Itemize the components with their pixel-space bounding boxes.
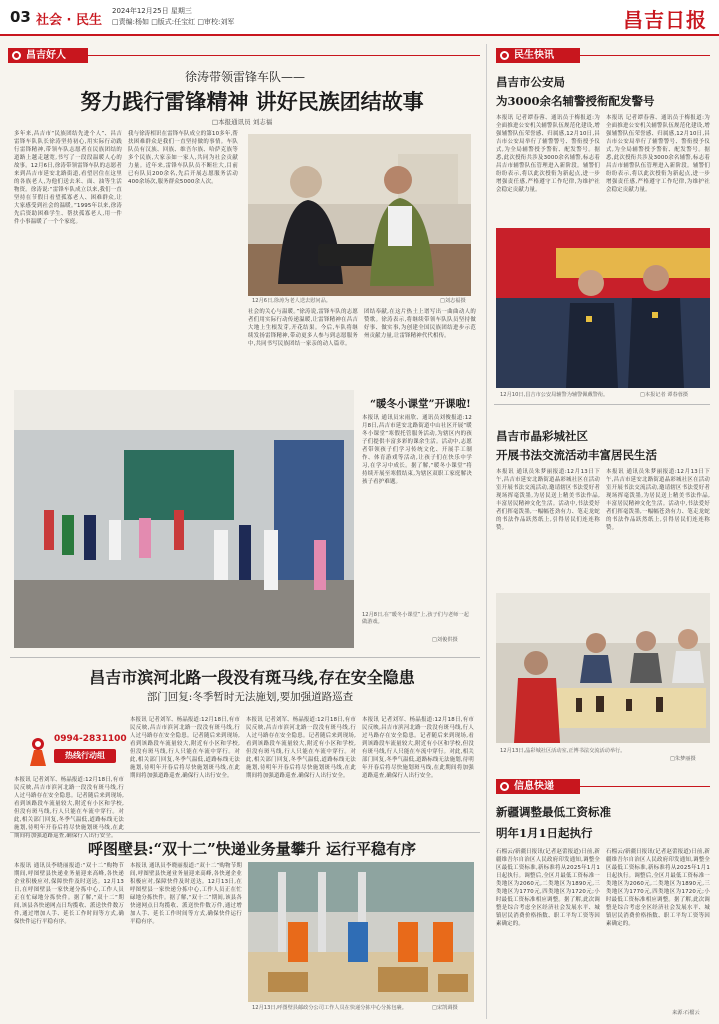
story2-title: “暖冬小课堂”开课啦! (370, 398, 471, 410)
right1-caption: 12月10日,昌吉市公安局辅警为辅警佩戴警衔。 (500, 392, 609, 398)
story1-photo (248, 134, 471, 296)
right1-body-col2: 本报讯 记者谭春蓉、通讯员于梅报道:为全面推进公安机关辅警队伍规范化建设,增强辅警队伍荣誉感、归属感,12月10日,昌吉市公安局举行了辅警警号、警衔授予仪式,为全局辅警授予警衔、配发警号。据悉,此次授衔共涉及3000余名辅警,标志着昌吉市辅警队伍管理进入新阶段。辅警们纷纷表示,将以此次授衔为新起点,进一步增强责任感,严格遵守工作纪律,为维护社会稳定贡献力量。 (606, 115, 710, 193)
story1-headline: 努力践行雷锋精神 讲好民族团结故事 (80, 89, 424, 114)
story1-body-col4: 团结奉献,在这片热土上谱写出一曲曲动人的赞歌。徐涛表示,将继续带领车队队员坚持做好事、做实事,为创建全国民族团结进步示范州贡献力量,让雷锋精神代代相传。 (364, 309, 476, 339)
right1-body-col1: 本报讯 记者谭春蓉、通讯员于梅报道:为全面推进公安机关辅警队伍规范化建设,增强辅警队伍荣誉感、归属感,12月10日,昌吉市公安局举行了辅警警号、警衔授予仪式,为全局辅警授予警衔、配发警号。据悉,此次授衔共涉及3000余名辅警,标志着昌吉市辅警队伍管理进入新阶段。辅警们纷纷表示,将以此次授衔为新起点,进一步增强责任感,严格遵守工作纪律,为维护社会稳定贡献力量。 (496, 115, 600, 193)
right2-body-col2: 本报讯 通讯员朱梦丽报道:12月13日下午,昌吉市延安北路街道晶彩城社区在活动室开展书法交流活动,邀请辖区书法爱好者现场挥毫泼墨,为居民送上精美书法作品,丰富居民精神文化生活。活动中,书法爱好者们挥毫泼墨,一幅幅苍劲有力、笔走龙蛇的书法作品跃然纸上,引得居民们连连称赞。 (606, 469, 710, 531)
column-title: 民生快讯 (514, 50, 554, 61)
right2-headline-line2: 开展书法交流活动丰富居民生活 (496, 448, 657, 462)
column-bar-good-people (8, 48, 88, 63)
column-bar-livelihood (496, 48, 580, 63)
story2-body: 本报讯 通讯员宋雨欣、通讯员刘俊报道:12月8日,昌吉市延安北路街道中山社区开展“暖冬小课堂”寒假托管服务活动,为辖区内的孩子们提供丰富多彩的课余生活。活动中,志愿者带领孩子们学习传统文化、开展手工制作、体育游戏等活动,让孩子们在快乐中学习,在学习中成长。据了解,“暖冬小课堂”将持续开展至寒假结束,为辖区双职工家庭解决孩子看护难题。 (362, 415, 472, 485)
story4-headline: 呼图壁县:“双十二”快递业务量攀升 运行平稳有序 (87, 840, 417, 858)
classroom-photo-image (14, 390, 354, 648)
column-title: 昌吉好人 (26, 50, 66, 61)
story1-body-col2: 我与徐涛相识在雷锋车队成立的第10多年,帮扶困难群众是我们一直坚持做的事情。车队队员有汉族、回族、维吾尔族、哈萨克族等多个民族,大家亲如一家人,共同为社会贡献力量。近年来,雷锋车队队员不断壮大,目前已有队员200余名,先后开展志愿服务活动400余场次,服务群众5000余人次。 (128, 131, 238, 185)
editor-credits: □责编:杨如 □版式:任宝红 □审校:刘军 (112, 18, 235, 26)
right1-headline-line2: 为3000余名辅警授衔配发警号 (496, 94, 655, 108)
right2-photo (496, 593, 710, 743)
story4-body-col1: 本报讯 通讯员李晓丽报道:“双十二”购物节期间,呼图壁县快递业务量迎来高峰,各快递企业积极应对,保障快件及时送达。12月13日,在呼图壁县一家快递分拣中心,工作人员正在忙碌地分拣快件。据了解,“双十二”期间,该县各快递网点日均揽收、派送快件数万件,通过增加人手、延长工作时间等方式,确保快件运行平稳有序。 (14, 863, 124, 925)
story1-body-col3: 社会的关心与温暖。”徐涛说,雷锋车队的志愿者们用实际行动传递温暖,让雷锋精神在昌吉大地上生根发芽,开花结果。今后,车队将继续发扬雷锋精神,带动更多人参与到志愿服务中,共同书写民族团结一家亲的动人篇章。 (248, 309, 358, 347)
story1-byline: □本报通讯员 刘志福 (212, 118, 273, 126)
column-bar-info (496, 779, 580, 794)
parcel-sorting-photo-image (248, 862, 474, 1002)
right1-photo (496, 228, 710, 388)
story3-body-col4: 本报讯 记者刘军、杨晶报道:12月18日,有市民反映,昌吉市滨河北路一段没有斑马线,行人过马路存在安全隐患。记者随后来到现场,看到该路段车流量较大,附近有小区和学校,但没有斑马线,行人只能在车流中穿行。对此,相关部门回复,冬季气温低,道路标线无法施划,待明年开春后将尽快施划斑马线,在此期间将加强道路巡查,确保行人出行安全。 (362, 717, 474, 779)
volunteer-photo-image (248, 134, 471, 296)
right3-headline-line1: 新疆调整最低工资标准 (496, 805, 611, 819)
story3-body-col1: 本报讯 记者刘军、杨晶报道:12月18日,有市民反映,昌吉市滨河北路一段没有斑马线,行人过马路存在安全隐患。记者随后来到现场,看到该路段车流量较大,附近有小区和学校,但没有斑马线,行人只能在车流中穿行。对此,相关部门回复,冬季气温低,道路标线无法施划,待明年开春后将尽快施划斑马线,在此期间将加强道路巡查,确保行人出行安全。 (14, 777, 124, 839)
story3-subhead: 部门回复:冬季暂时无法施划,要加强道路巡查 (146, 691, 354, 703)
column-title: 信息快递 (514, 781, 554, 792)
right2-credit: □朱梦丽摄 (670, 756, 696, 762)
date-line (112, 6, 234, 28)
section-name: 社会 · 民生 (36, 13, 102, 28)
newspaper-logo: 昌吉日报 (623, 8, 707, 32)
story4-credit: □宋凯调摄 (432, 1005, 458, 1011)
story1-photo-credit: □刘志福摄 (440, 298, 466, 304)
page-header (0, 0, 719, 36)
hotline-number: 0994-2831100 (54, 734, 127, 744)
divider (494, 404, 710, 405)
page-number: 03 (10, 8, 31, 26)
issue-date: 2024年12月25日 星期三 (112, 7, 192, 15)
story4-photo (248, 862, 474, 1002)
story2-credit: □刘俊供摄 (432, 637, 458, 643)
right3-body-col1: 石榴云/新疆日报讯(记者赵蕾报道)日前,新疆维吾尔自治区人民政府印发通知,调整全区最低工资标准,新标准将从2025年1月1日起执行。调整后,全区月最低工资标准一类地区为2060元,二类地区为1890元,三类地区为1770元,四类地区为1720元;小时最低工资标准相应调整。据了解,此次调整是综合考虑全区经济社会发展水平、城镇居民消费价格指数、职工平均工资等因素确定的。 (496, 849, 600, 927)
story4-caption: 12月13日,呼图壁县邮政分公司工作人员在快递分拣中心分拣包裹。 (252, 1005, 407, 1011)
story1-photo-caption: 12月6日,徐涛为老人送去慰问品。 (252, 298, 331, 304)
story3-headline: 昌吉市滨河北路一段没有斑马线,存在安全隐患 (89, 668, 415, 687)
story3-body-col2: 本报讯 记者刘军、杨晶报道:12月18日,有市民反映,昌吉市滨河北路一段没有斑马线,行人过马路存在安全隐患。记者随后来到现场,看到该路段车流量较大,附近有小区和学校,但没有斑马线,行人只能在车流中穿行。对此,相关部门回复,冬季气温低,道路标线无法施划,待明年开春后将尽快施划斑马线,在此期间将加强道路巡查,确保行人出行安全。 (130, 717, 240, 779)
story4-body-col2: 本报讯 通讯员李晓丽报道:“双十二”购物节期间,呼图壁县快递业务量迎来高峰,各快递企业积极应对,保障快件及时送达。12月13日,在呼图壁县一家快递分拣中心,工作人员正在忙碌地分拣快件。据了解,“双十二”期间,该县各快递网点日均揽收、派送快件数万件,通过增加人手、延长工作时间等方式,确保快件运行平稳有序。 (130, 863, 242, 925)
hotline-label: 热线行动组 (54, 749, 116, 763)
circle-bullet-icon (12, 51, 21, 60)
divider (10, 657, 480, 658)
story2-photo (14, 390, 354, 648)
story2-caption: 12月8日,在“暖冬小课堂”上,孩子们与老师一起做游戏。 (362, 612, 469, 625)
story1-body-col1: 多年来,昌吉市“民族团结先进个人”、昌吉雷锋车队队长徐涛坚持初心,用实际行动践行雷锋精神,带领车队志愿者在民族团结的道路上越走越宽,书写了一段段温暖人心的故事。12月6日,徐涛带领雷锋车队的志愿者来到昌吉市延安北路街道,看望居住在这里的各族老人,为他们送去米、面、油等生活物资。徐涛说:“雷锋车队成立以来,我们一直坚持在节假日看望孤寡老人、困难群众,让大家感受到社会的温暖。”1995年以来,徐涛先后资助困难学生、帮扶孤寡老人,用一件件小事温暖了一个个家庭。 (14, 131, 122, 225)
circle-bullet-icon (500, 51, 509, 60)
hotline-badge (24, 733, 127, 771)
phone-icon (26, 736, 50, 768)
column-divider (486, 44, 487, 1019)
right2-caption: 12月13日,晶彩城社区活动室,正博书法交流活动举行。 (500, 748, 626, 754)
divider (10, 832, 480, 833)
divider (580, 55, 710, 56)
circle-bullet-icon (500, 782, 509, 791)
right3-credit: 来源:石榴云 (672, 1010, 700, 1016)
divider (88, 55, 480, 56)
police-ceremony-photo-image (496, 228, 710, 388)
right1-headline-line1: 昌吉市公安局 (496, 75, 565, 89)
story1-kicker: 徐涛带领雷锋车队—— (184, 70, 305, 84)
right3-headline-line2: 明年1月1日起执行 (496, 826, 593, 840)
story3-body-col3: 本报讯 记者刘军、杨晶报道:12月18日,有市民反映,昌吉市滨河北路一段没有斑马线,行人过马路存在安全隐患。记者随后来到现场,看到该路段车流量较大,附近有小区和学校,但没有斑马线,行人只能在车流中穿行。对此,相关部门回复,冬季气温低,道路标线无法施划,待明年开春后将尽快施划斑马线,在此期间将加强道路巡查,确保行人出行安全。 (246, 717, 356, 779)
right3-body-col2: 石榴云/新疆日报讯(记者赵蕾报道)日前,新疆维吾尔自治区人民政府印发通知,调整全区最低工资标准,新标准将从2025年1月1日起执行。调整后,全区月最低工资标准一类地区为2060元,二类地区为1890元,三类地区为1770元,四类地区为1720元;小时最低工资标准相应调整。据了解,此次调整是综合考虑全区经济社会发展水平、城镇居民消费价格指数、职工平均工资等因素确定的。 (606, 849, 710, 927)
divider (580, 786, 710, 787)
right2-body-col1: 本报讯 通讯员朱梦丽报道:12月13日下午,昌吉市延安北路街道晶彩城社区在活动室开展书法交流活动,邀请辖区书法爱好者现场挥毫泼墨,为居民送上精美书法作品,丰富居民精神文化生活。活动中,书法爱好者们挥毫泼墨,一幅幅苍劲有力、笔走龙蛇的书法作品跃然纸上,引得居民们连连称赞。 (496, 469, 600, 531)
right1-credit: □本报记者 谭春蓉摄 (640, 392, 689, 398)
calligraphy-photo-image (496, 593, 710, 743)
right2-headline-line1: 昌吉市晶彩城社区 (496, 429, 588, 443)
